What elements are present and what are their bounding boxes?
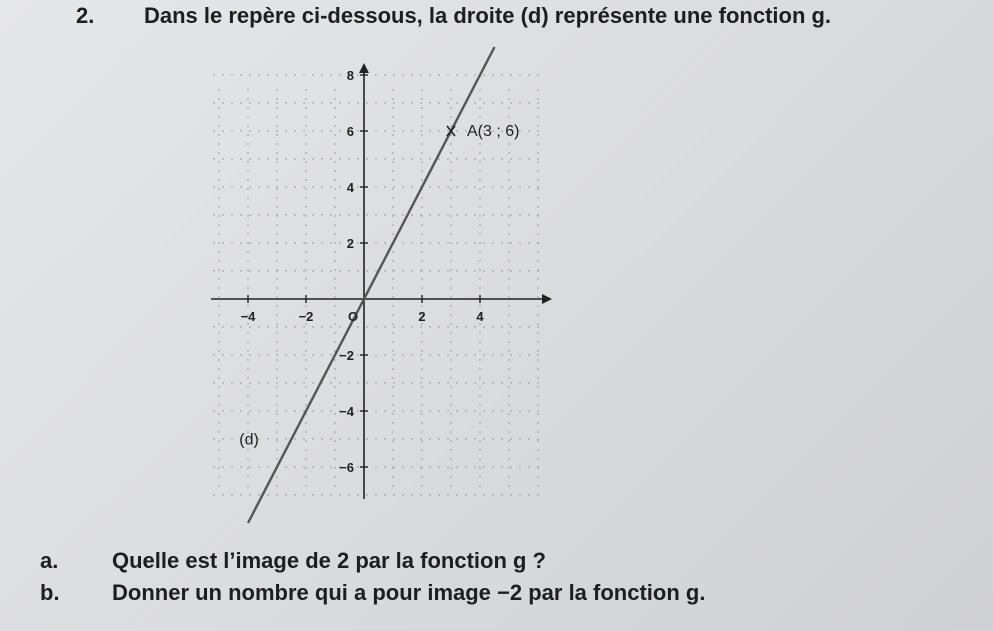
y-tick-label: 2 [346,236,354,251]
y-tick-label: 8 [346,68,354,83]
question-text: Quelle est l’image de 2 par la fonction g ? [112,548,546,573]
origin-label: O [348,309,359,324]
y-tick-label: −2 [339,348,354,363]
y-tick-label: −4 [339,404,354,419]
exercise-text: Dans le repère ci-dessous, la droite (d) représente une fonction g. [144,3,832,28]
x-tick-label: −4 [240,309,256,324]
exercise-number: 2. [76,3,95,28]
question-letter: a. [40,548,59,573]
questions [40,545,705,609]
x-tick-label: 2 [418,309,426,324]
question-letter: b. [40,580,60,605]
x-tick-label: 4 [476,309,484,324]
line-name-label: (d) [239,431,259,449]
question-text: Donner un nombre qui a pour image −2 par la fonction g. [112,580,706,605]
x-axis-arrow [542,294,552,304]
question-a [40,545,705,577]
point-a-label: A(3 ; 6) [467,123,520,140]
y-tick-label: −6 [339,460,354,475]
question-b [40,577,705,609]
y-tick-label: 6 [346,124,354,139]
x-tick-label: −2 [298,309,314,324]
y-axis-arrow [359,63,369,73]
y-tick-label: 4 [346,180,354,195]
line-d [248,47,495,523]
